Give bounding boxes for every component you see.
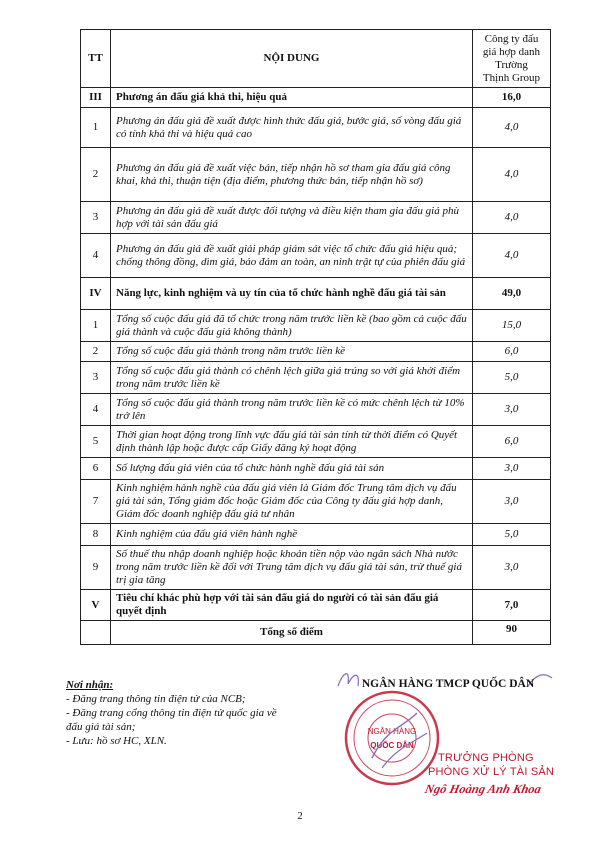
table-row: 1 Phương án đấu giá đề xuất được hình thức đấu giá, bước giá, số vòng đấu giá có tính khả thi và hiệu quả cao 4,0 [81, 108, 551, 148]
table-row: 2 Phương án đấu giá đề xuất việc bán, tiếp nhận hồ sơ tham gia đấu giá công khai, khả thi, thuận tiện (địa điểm, phương thức bán, tiếp nhận hồ sơ) 4,0 [81, 148, 551, 202]
svg-text:NGÂN HÀNG: NGÂN HÀNG [367, 727, 417, 736]
scoring-table [80, 29, 551, 645]
header-score: Công ty đấu giá hợp danh Trường Thịnh Group [473, 30, 551, 88]
section-row: IV Năng lực, kinh nghiệm và uy tín của tổ chức hành nghề đấu giá tài sản 49,0 [81, 278, 551, 310]
recipients-heading: Nơi nhận: [66, 679, 114, 691]
signer-name: Ngô Hoàng Anh Khoa [423, 782, 543, 796]
table-row: 5 Thời gian hoạt động trong lĩnh vực đấu giá tài sản tính từ thời điểm có Quyết định thành lập hoặc được cấp Giấy đăng ký hoạt động 6,0 [81, 426, 551, 458]
table-row: 3 Phương án đấu giá đề xuất được đối tượng và điều kiện tham gia đấu giá phù hợp với tài sản đấu giá 4,0 [81, 202, 551, 234]
svg-text:QUỐC DÂN: QUỐC DÂN [370, 741, 414, 750]
signer-title-2: PHÒNG XỬ LÝ TÀI SẢN [428, 766, 555, 778]
total-label: Tổng số điểm [111, 621, 473, 645]
page-number: 2 [297, 810, 303, 822]
official-seal [342, 688, 442, 788]
recipient-line: - Đăng trang cổng thông tin điện tử quốc gia về đấu giá tài sản; [66, 707, 277, 733]
table-row: 1 Tổng số cuộc đấu giá đã tổ chức trong năm trước liền kề (bao gồm cả cuộc đấu giá thành và cuộc đấu giá không thành) 15,0 [81, 310, 551, 342]
table-row: 4 Tổng số cuộc đấu giá thành trong năm trước liền kề có mức chênh lệch từ 10% trở lên 3,0 [81, 394, 551, 426]
recipient-line: - Lưu: hồ sơ HC, XLN. [66, 735, 167, 747]
table-row: 9 Số thuế thu nhập doanh nghiệp hoặc khoản tiền nộp vào ngân sách Nhà nước trong năm trước liền kề đối với Trung tâm dịch vụ đấu giá tài sản, trừ thuế giá trị gia tăng 3,0 [81, 546, 551, 590]
table-row: 7 Kinh nghiệm hành nghề của đấu giá viên là Giám đốc Trung tâm dịch vụ đấu giá tài sản, Tổng giám đốc hoặc Giám đốc của Công ty đấu giá hợp danh, Giám đốc doanh nghiệp đấu giá tư nhân 3,0 [81, 480, 551, 524]
total-score: 90 [473, 621, 551, 645]
table-row: 2 Tổng số cuộc đấu giá thành trong năm trước liền kề 6,0 [81, 342, 551, 362]
total-row [81, 621, 551, 645]
signer-title-1: TRƯỞNG PHÒNG [438, 752, 534, 764]
bank-name: NGÂN HÀNG TMCP QUỐC DÂN [361, 678, 535, 690]
header-tt: TT [81, 30, 111, 88]
table-row: 8 Kinh nghiệm của đấu giá viên hành nghề 5,0 [81, 524, 551, 546]
recipient-line: - Đăng trang thông tin điện tử của NCB; [66, 693, 246, 705]
table-row: 4 Phương án đấu giá đề xuất giải pháp giám sát việc tổ chức đấu giá hiệu quả; chống thông đồng, dìm giá, bảo đảm an toàn, an ninh trật tự của phiên đấu giá 4,0 [81, 234, 551, 278]
section-row: III Phương án đấu giá khả thi, hiệu quả 16,0 [81, 88, 551, 108]
section-row: V Tiêu chí khác phù hợp với tài sản đấu giá do người có tài sản đấu giá quyết định 7,0 [81, 590, 551, 621]
table-row: 6 Số lượng đấu giá viên của tổ chức hành nghề đấu giá tài sản 3,0 [81, 458, 551, 480]
recipients-block [66, 678, 286, 748]
table-row: 3 Tổng số cuộc đấu giá thành có chênh lệch giữa giá trúng so với giá khởi điểm trong năm trước liền kề 5,0 [81, 362, 551, 394]
header-content: NỘI DUNG [111, 30, 473, 88]
table-header-row [81, 30, 551, 88]
